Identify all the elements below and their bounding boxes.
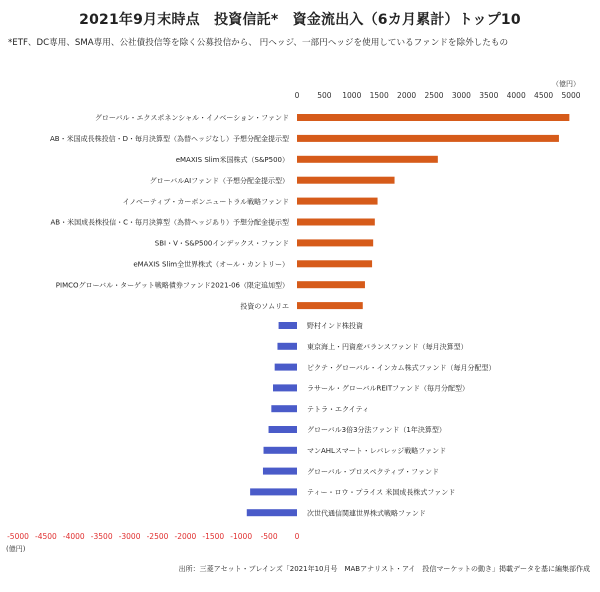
- inflow-fund-label: PIMCOグローバル・ターゲット戦略債券ファンド2021-06（限定追加型）: [55, 281, 289, 290]
- inflow-fund-label: イノベーティブ・カーボンニュートラル戦略ファンド: [122, 197, 289, 206]
- outflow-fund-label: グローバル・プロスペクティブ・ファンド: [307, 467, 439, 476]
- outflow-fund-label: テトラ・エクイティ: [307, 405, 370, 414]
- inflow-fund-label: AB・米国成長株投信・D・毎月決算型（為替ヘッジなし）予想分配金提示型: [50, 135, 289, 144]
- inflow-bar: [297, 219, 375, 226]
- outflow-bar: [247, 509, 297, 516]
- inflow-fund-label: グローバル・エクスポネンシャル・イノベーション・ファンド: [94, 114, 289, 123]
- bottom-tick-label: -4000: [62, 532, 85, 541]
- top-tick-label: 3000: [451, 91, 471, 100]
- bottom-tick-label: -500: [260, 532, 278, 541]
- inflow-bar: [297, 239, 373, 246]
- top-tick-label: 2500: [424, 91, 444, 100]
- bottom-tick-label: -3500: [90, 532, 113, 541]
- chart-title: 2021年9月末時点 投資信託* 資金流出入（6カ月累計）トップ10: [79, 12, 521, 28]
- bottom-tick-label: 0: [294, 532, 300, 541]
- top-tick-label: 4500: [534, 91, 554, 100]
- inflow-bar: [297, 177, 395, 184]
- inflow-bar: [297, 135, 559, 142]
- inflow-bar: [297, 156, 438, 163]
- outflow-bar: [275, 364, 297, 371]
- top-tick-label: 3500: [479, 91, 499, 100]
- unit-label-top: （億円）: [552, 80, 580, 88]
- inflow-bar: [297, 260, 372, 267]
- outflow-bar: [273, 384, 297, 391]
- bottom-tick-label: -1500: [202, 532, 225, 541]
- inflow-fund-label: 投資のソムリエ: [240, 302, 289, 311]
- inflow-fund-label: eMAXIS Slim米国株式（S&P500）: [175, 156, 289, 164]
- top-tick-label: 500: [317, 91, 332, 100]
- top-tick-label: 0: [294, 91, 300, 100]
- bottom-tick-label: -2000: [174, 532, 197, 541]
- inflow-bar: [297, 302, 363, 309]
- bottom-tick-label: -1000: [230, 532, 253, 541]
- bottom-tick-label: -5000: [7, 532, 29, 541]
- outflow-fund-label: 次世代通信関連世界株式戦略ファンド: [307, 509, 426, 518]
- outflow-bar: [279, 322, 297, 329]
- inflow-bar: [297, 281, 365, 288]
- top-tick-label: 2000: [397, 91, 417, 100]
- unit-label-bottom: (億円): [6, 545, 26, 553]
- outflow-fund-label: 野村インド株投資: [307, 322, 363, 331]
- inflow-fund-label: SBI・V・S&P500インデックス・ファンド: [154, 239, 289, 248]
- top-tick-label: 4000: [506, 91, 526, 100]
- outflow-bar: [264, 447, 297, 454]
- inflow-bar: [297, 198, 378, 205]
- inflow-fund-label: AB・米国成長株投信・C・毎月決算型（為替ヘッジあり）予想分配金提示型: [50, 218, 289, 227]
- outflow-bar: [271, 405, 297, 412]
- inflow-fund-label: eMAXIS Slim全世界株式（オール・カントリー）: [133, 260, 289, 269]
- bottom-tick-label: -2500: [146, 532, 169, 541]
- outflow-fund-label: グローバル3倍3分法ファンド（1年決算型）: [307, 426, 446, 435]
- inflow-bar: [297, 114, 569, 121]
- outflow-bar: [250, 488, 297, 495]
- bottom-tick-label: -3000: [118, 532, 141, 541]
- bottom-tick-label: -4500: [35, 532, 57, 541]
- top-tick-label: 5000: [561, 91, 581, 100]
- outflow-fund-label: マンAHLスマート・レバレッジ戦略ファンド: [307, 447, 447, 455]
- chart-subtitle: *ETF、DC専用、SMA専用、公社債投信等を除く公募投信から、 円ヘッジ、一部円ヘッジを使用しているファンドを除外したもの: [8, 38, 509, 48]
- outflow-bar: [269, 426, 297, 433]
- outflow-fund-label: 東京海上・円資産バランスファンド（毎月決算型）: [307, 343, 468, 351]
- top-tick-label: 1500: [369, 91, 389, 100]
- outflow-bar: [263, 468, 297, 475]
- source-note: 出所：三菱アセット・ブレインズ「2021年10月号 MABアナリスト・アイ 投信マーケットの動き」掲載データを基に編集部作成: [178, 565, 590, 573]
- outflow-fund-label: ピクテ・グローバル・インカム株式ファンド（毎月分配型）: [307, 363, 496, 372]
- top-tick-label: 1000: [342, 91, 362, 100]
- outflow-bar: [277, 343, 297, 350]
- outflow-fund-label: ラサール・グローバルREITファンド（毎月分配型）: [307, 384, 469, 393]
- outflow-fund-label: ティー・ロウ・プライス 米国成長株式ファンド: [307, 488, 456, 497]
- inflow-fund-label: グローバルAIファンド（予想分配金提示型）: [149, 176, 289, 185]
